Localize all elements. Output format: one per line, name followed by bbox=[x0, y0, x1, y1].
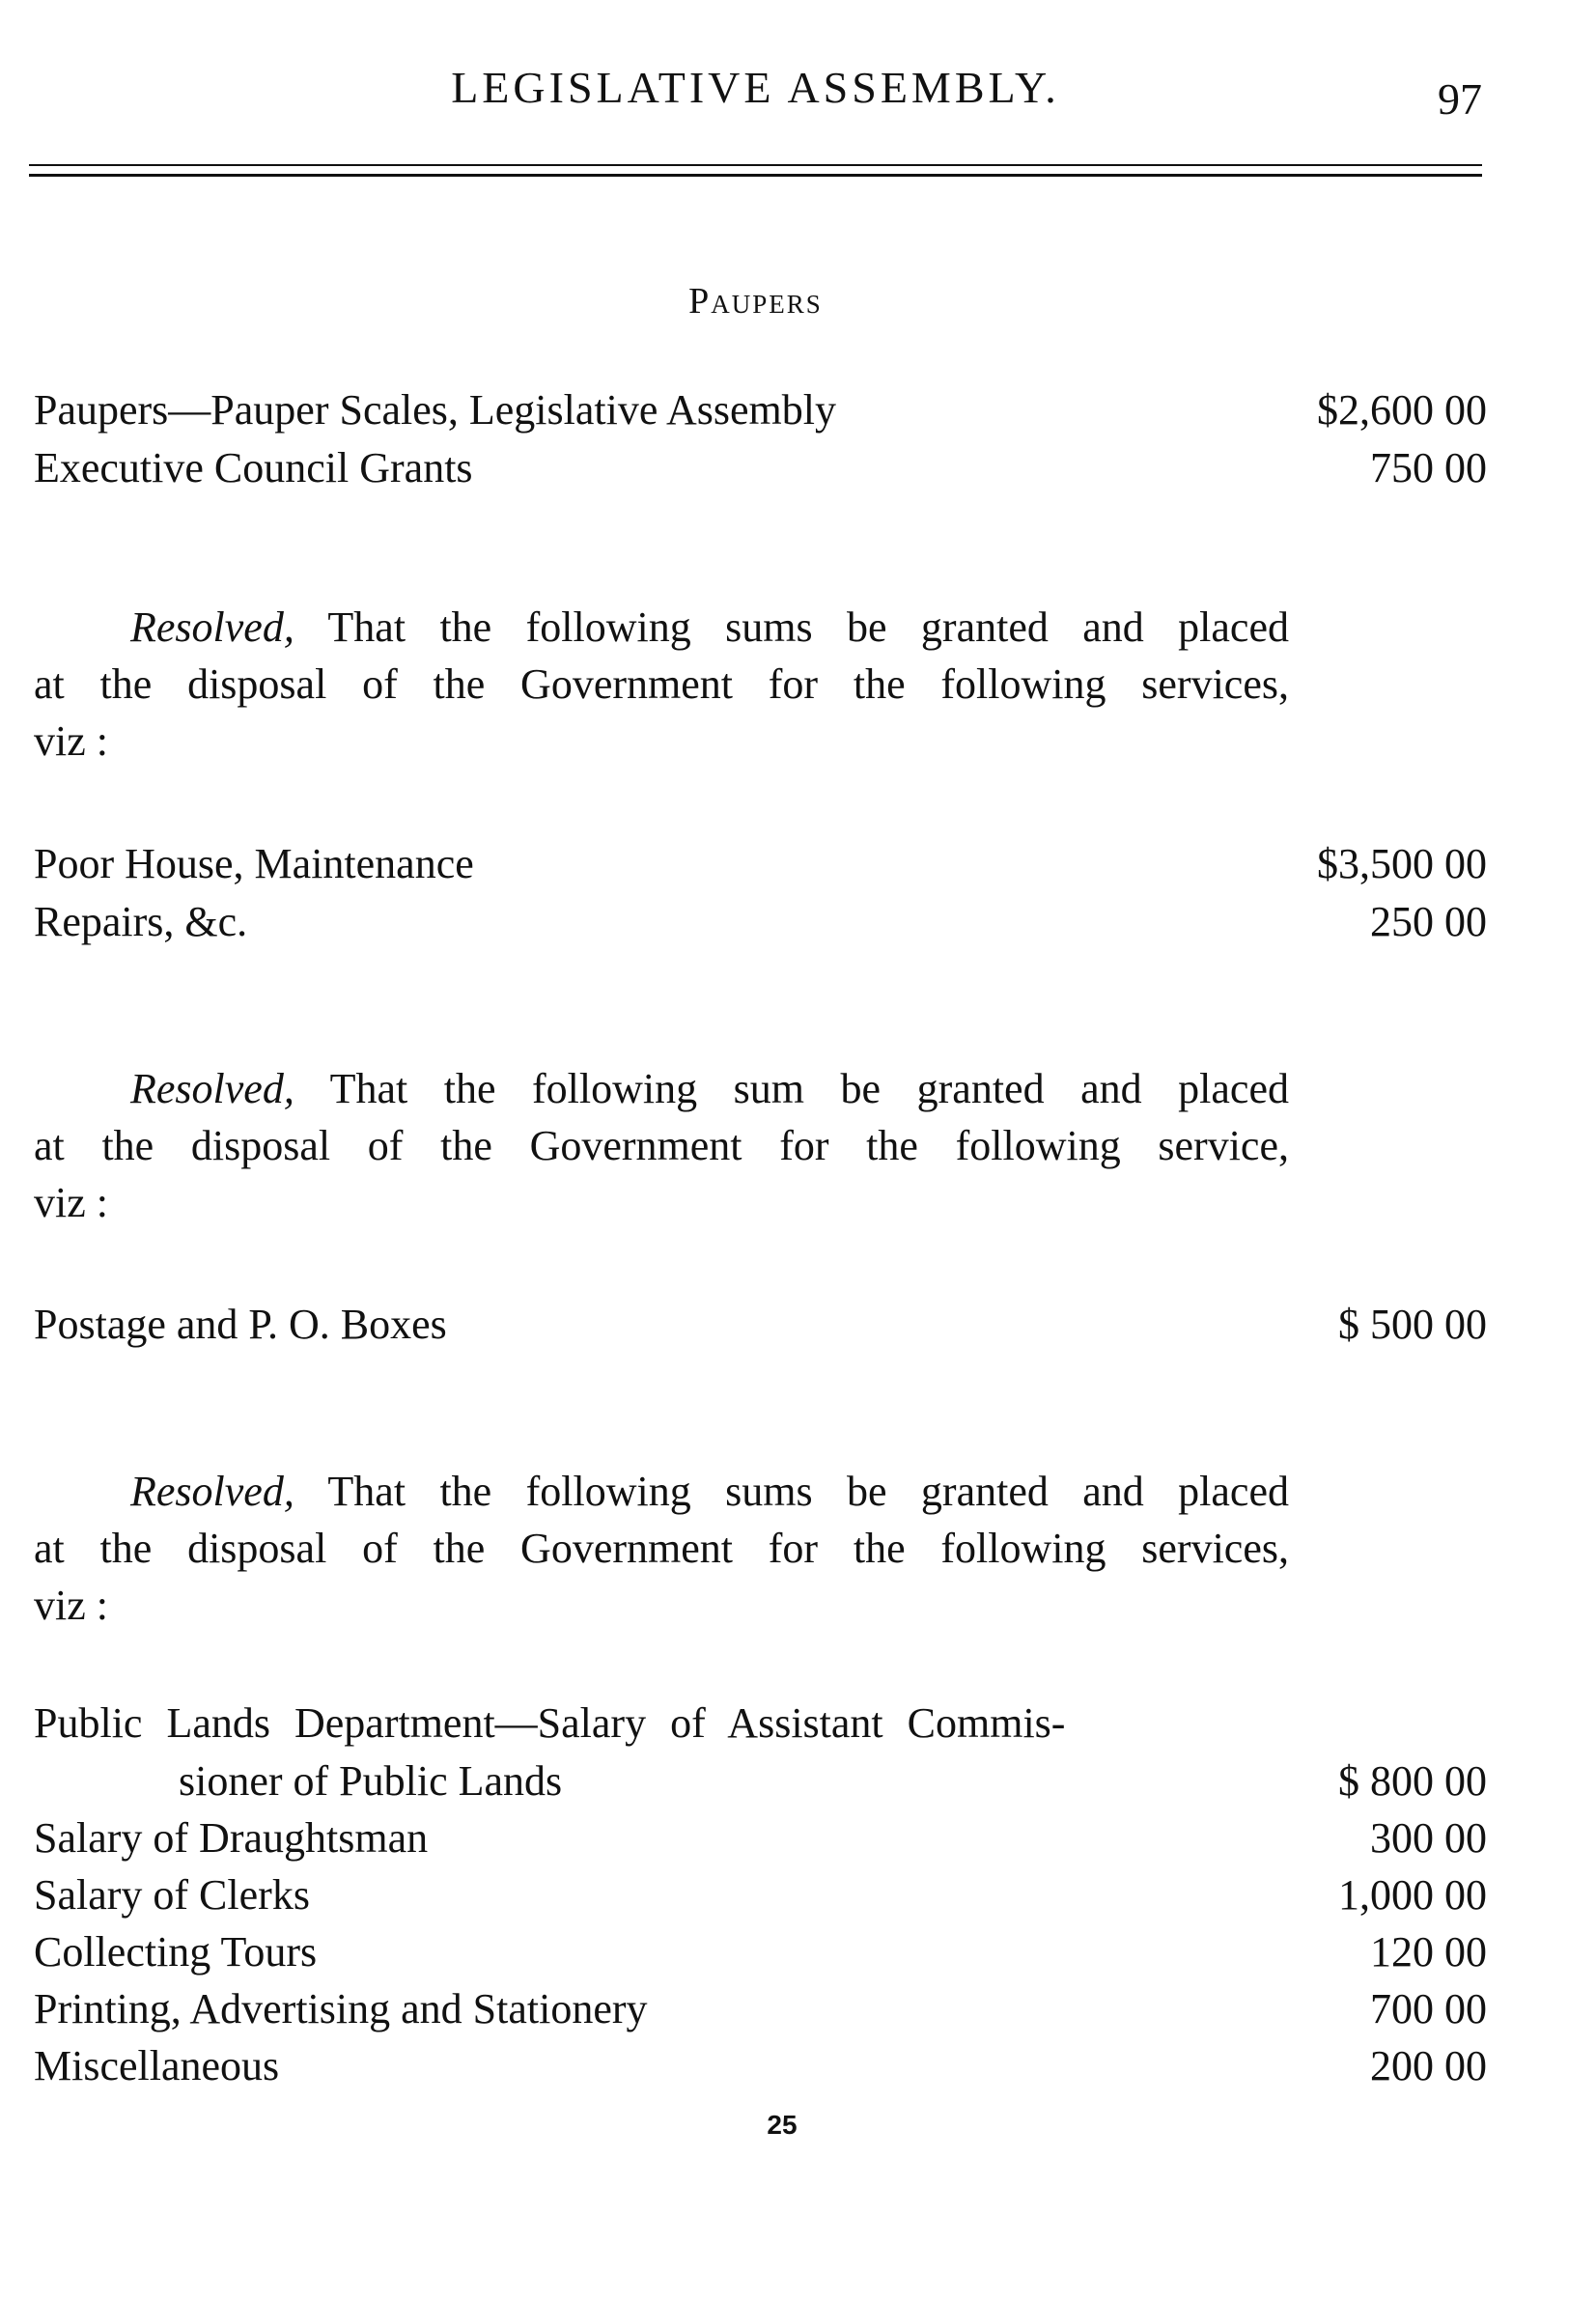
resolution-line: at the disposal of the Government for the following services, bbox=[34, 660, 1289, 708]
running-title: LEGISLATIVE ASSEMBLY. bbox=[451, 63, 1060, 112]
page-number: 97 bbox=[1438, 74, 1482, 124]
resolution-line: viz : bbox=[34, 717, 108, 765]
item-label: Executive Council Grants bbox=[34, 444, 473, 491]
item-label: Salary of Draughtsman bbox=[34, 1814, 429, 1862]
line-item-heading bbox=[34, 1695, 1487, 1752]
item-label: Poor House, Maintenance bbox=[34, 840, 474, 887]
item-label: Miscellaneous bbox=[34, 2042, 280, 2089]
item-label: Postage and P. O. Boxes bbox=[34, 1301, 447, 1348]
item-amount: $ 500 00 bbox=[1338, 1301, 1487, 1348]
item-label: sioner of Public Lands bbox=[179, 1757, 563, 1805]
resolved-lead: Resolved, bbox=[130, 1065, 294, 1112]
header-rule bbox=[29, 164, 1482, 166]
item-amount: 250 00 bbox=[1370, 898, 1487, 945]
resolved-lead: Resolved, bbox=[130, 603, 294, 651]
running-head bbox=[29, 62, 1482, 124]
item-label: Paupers—Pauper Scales, Legislative Assembly bbox=[34, 386, 836, 434]
line-item bbox=[34, 1866, 1487, 1924]
line-item bbox=[34, 1809, 1487, 1867]
resolution-line: at the disposal of the Government for the following service, bbox=[34, 1122, 1289, 1169]
resolution-line bbox=[34, 1060, 1289, 1117]
resolution-line: viz : bbox=[34, 1582, 108, 1629]
item-amount: 700 00 bbox=[1370, 1985, 1487, 2033]
line-item bbox=[34, 835, 1487, 893]
resolution-line bbox=[34, 599, 1289, 656]
line-item bbox=[34, 1923, 1487, 1981]
item-label: Printing, Advertising and Stationery bbox=[34, 1985, 648, 2033]
item-amount: $2,600 00 bbox=[1317, 386, 1487, 434]
item-label: Collecting Tours bbox=[34, 1928, 318, 1976]
item-amount: 300 00 bbox=[1370, 1814, 1487, 1862]
item-amount: 120 00 bbox=[1370, 1928, 1487, 1976]
section-heading: Paupers bbox=[688, 281, 823, 322]
line-item bbox=[34, 893, 1487, 951]
resolution-text: That the following sums be granted and placed bbox=[327, 603, 1289, 651]
resolution-paragraph bbox=[34, 599, 1289, 770]
resolution-line: viz : bbox=[34, 1179, 108, 1226]
resolution-line bbox=[34, 1463, 1289, 1520]
item-amount: 750 00 bbox=[1370, 444, 1487, 491]
signature-mark: 25 bbox=[767, 2110, 798, 2140]
item-amount: 200 00 bbox=[1370, 2042, 1487, 2089]
resolved-lead: Resolved, bbox=[130, 1468, 294, 1515]
item-label: Public Lands Department—Salary of Assistant Commis- bbox=[34, 1699, 1066, 1747]
line-item bbox=[34, 381, 1487, 439]
resolution-text: That the following sum be granted and placed bbox=[329, 1065, 1289, 1112]
resolution-paragraph bbox=[34, 1463, 1289, 1634]
resolution-line: at the disposal of the Government for the following services, bbox=[34, 1525, 1289, 1572]
resolution-paragraph bbox=[34, 1060, 1289, 1231]
item-label: Salary of Clerks bbox=[34, 1871, 310, 1919]
item-label: Repairs, &c. bbox=[34, 898, 248, 945]
item-amount: $3,500 00 bbox=[1317, 840, 1487, 887]
line-item bbox=[34, 2037, 1487, 2095]
resolution-text: That the following sums be granted and placed bbox=[327, 1468, 1289, 1515]
item-amount: 1,000 00 bbox=[1338, 1871, 1487, 1919]
item-amount: $ 800 00 bbox=[1338, 1757, 1487, 1805]
line-item bbox=[34, 1752, 1487, 1810]
line-item bbox=[34, 1980, 1487, 2038]
header-rule-double bbox=[29, 174, 1482, 177]
line-item bbox=[34, 439, 1487, 497]
line-item bbox=[34, 1296, 1487, 1354]
